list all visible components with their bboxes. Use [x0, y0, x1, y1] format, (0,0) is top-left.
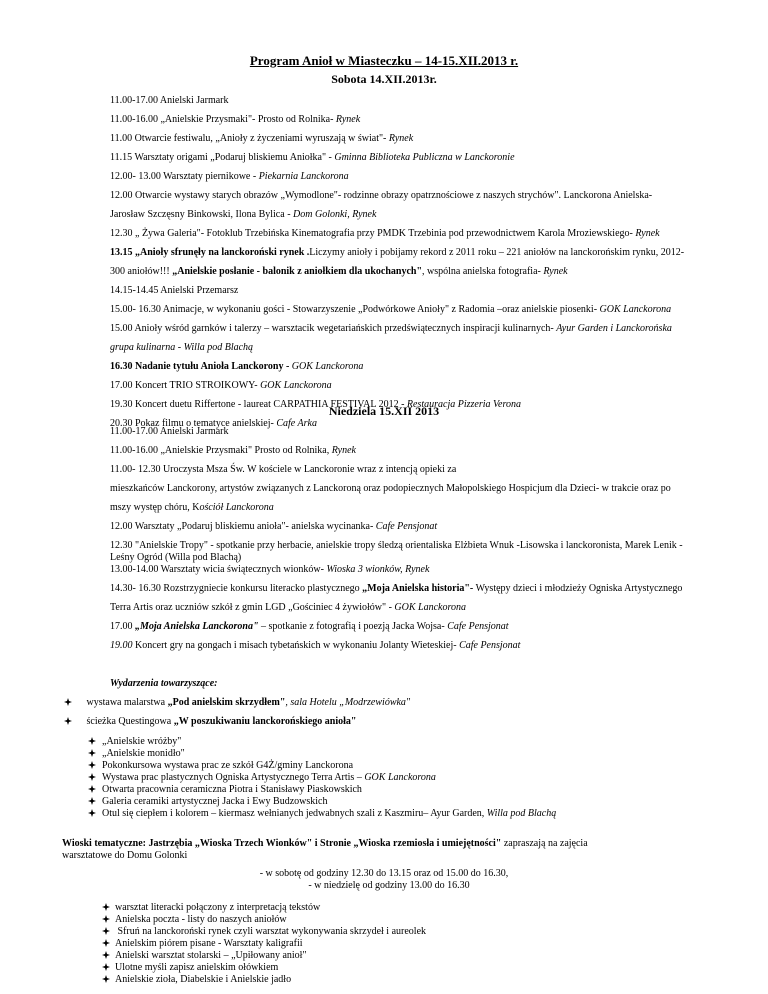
events-bullet: wystawa malarstwa „Pod anielskim skrzydłem", sala Hotelu „Modrzewiówka"	[64, 697, 410, 709]
sun-item: Terra Artis oraz uczniów szkół z gmin LGD „Gościniec 4 żywiołów" - GOK Lanckorona	[110, 602, 466, 613]
diamond-bullet-icon	[88, 737, 96, 745]
sun-item: 11.00- 12.30 Uroczysta Msza Św. W kościele w Lanckoronie wraz z intencją opieki za	[110, 464, 457, 475]
villages-line: Wioski tematyczne: Jastrzębia „Wioska Trzech Wionków" i Stronie „Wioska rzemiosła i umiejętności" zapraszają na zajęcia	[62, 838, 588, 849]
quest-item: Pokonkursowa wystawa prac ze szkół G4Ż/gminy Lanckorona	[88, 760, 353, 772]
sat-item: 16.30 Nadanie tytułu Anioła Lanckorony - GOK Lanckorona	[110, 361, 364, 372]
villages-time: - w niedzielę od godziny 13.00 do 16.30	[308, 880, 470, 891]
quest-item: Otul się ciepłem i kolorem – kiermasz wełnianych jedwabnych szali z Kaszmiru– Ayur Garden, Willa pod Blachą	[88, 808, 556, 820]
villages-time: - w sobotę od godziny 12.30 do 13.15 oraz od 15.00 do 16.30,	[259, 868, 509, 879]
sat-item: 20.30 Pokaz filmu o tematyce anielskiej- Cafe Arka	[110, 418, 317, 429]
diamond-bullet-icon	[88, 773, 96, 781]
quest-item: „Anielskie wróżby"	[88, 736, 181, 748]
sun-item: 14.30- 16.30 Rozstrzygniecie konkursu literacko plastycznego „Moja Anielska historia"- Występy dzieci i młodzieży Ogniska Artystycznego	[110, 583, 683, 594]
diamond-bullet-icon	[88, 761, 96, 769]
workshop-item: Anielski warsztat stolarski – „Upiłowany anioł"	[102, 950, 307, 962]
sun-item: 11.00-17.00 Anielski Jarmark	[110, 426, 229, 437]
sun-item: 11.00-16.00 „Anielskie Przysmaki" Prosto od Rolnika, Rynek	[110, 445, 356, 456]
sat-item: 12.00- 13.00 Warsztaty piernikowe - Piekarnia Lanckorona	[110, 171, 349, 182]
sun-item: 13.00-14.00 Warsztaty wicia świątecznych wionków- Wioska 3 wionków, Rynek	[110, 564, 430, 575]
workshop-item: warsztat literacki połączony z interpretacją tekstów	[102, 902, 320, 914]
quest-item: Galeria ceramiki artystycznej Jacka i Ewy Budzowskich	[88, 796, 327, 808]
diamond-bullet-icon	[64, 698, 72, 706]
sat-item: 12.00 Otwarcie wystawy starych obrazów „Wymodlone"- rodzinne obrazy opatrznościowe z naszych strychów". Lanckorona Anielska-	[110, 190, 653, 201]
sat-item: grupa kulinarna - Willa pod Blachą	[110, 342, 254, 353]
workshop-item: Anielskie zioła, Diabelskie i Anielskie jadło	[102, 974, 291, 986]
sun-item: mszy występ chóru, Kościół Lanckorona	[110, 502, 274, 513]
quest-item: „Anielskie monidło"	[88, 748, 185, 760]
sat-item: 12.30 „ Żywa Galeria"- Fotoklub Trzebińska Kinematografia przy PMDK Trzebinia pod przewodnictwem Karola Mroziewskiego- Rynek	[110, 228, 660, 239]
sat-item: 15.00 Anioły wśród garnków i talerzy – warsztacik wegetariańskich przedświątecznych inspiracji kulinarnych- Ayur Garden i Lanckorońska	[110, 323, 672, 334]
sun-item: 17.00 „Moja Anielska Lanckorona" – spotkanie z fotografią i poezją Jacka Wojsa- Cafe Pensjonat	[110, 621, 509, 632]
sat-item: 11.00 Otwarcie festiwalu, „Anioły z życzeniami wyruszają w świat"- Rynek	[110, 133, 414, 144]
sat-item: 11.00-16.00 „Anielskie Przysmaki"- Prosto od Rolnika- Rynek	[110, 114, 361, 125]
sun-item: Leśny Ogród (Willa pod Blachą)	[110, 552, 242, 563]
diamond-bullet-icon	[102, 951, 110, 959]
page-title: Program Anioł w Miasteczku – 14-15.XII.2013 r.	[249, 53, 519, 68]
saturday-heading: Sobota 14.XII.2013r.	[331, 72, 437, 86]
sunday-heading: Niedziela 15.XII 2013	[328, 404, 440, 418]
sat-item: 13.15 „Anioły sfrunęły na lanckoroński rynek .Liczymy anioły i pobijamy rekord z 2011 roku – 221 aniołów na lanckorońskim rynku, 2012-	[110, 247, 685, 258]
sat-item: 15.00- 16.30 Animacje, w wykonaniu gości - Stowarzyszenie „Podwórkowe Anioły" z Radomia –oraz anielskie piosenki- GOK Lanckorona	[110, 304, 672, 315]
sun-item: 19.00 Koncert gry na gongach i misach tybetańskich w wykonaniu Jolanty Wieteskiej- Cafe Pensjonat	[110, 640, 521, 651]
sun-item: 12.30 "Anielskie Tropy" - spotkanie przy herbacie, anielskie tropy śledzą orientaliska Elżbieta Wnuk -Lisowska i lanckoronista, Marek Lenik -	[110, 540, 683, 551]
quest-item: Wystawa prac plastycznych Ogniska Artystycznego Terra Artis – GOK Lanckorona	[88, 772, 436, 784]
sat-item: 14.15-14.45 Anielski Przemarsz	[110, 285, 239, 296]
workshop-item: Ulotne myśli zapisz anielskim ołówkiem	[102, 962, 278, 974]
workshop-item: Anielskim piórem pisane - Warsztaty kaligrafii	[102, 938, 303, 950]
sat-item: 17.00 Koncert TRIO STROIKOWY- GOK Lanckorona	[110, 380, 332, 391]
sun-item: 12.00 Warsztaty „Podaruj bliskiemu anioła"- anielska wycinanka- Cafe Pensjonat	[110, 521, 438, 532]
events-bullet: ścieżka Questingowa „W poszukiwaniu lanckorońskiego anioła"	[64, 716, 356, 728]
workshop-item: Anielska poczta - listy do naszych aniołów	[102, 914, 287, 926]
diamond-bullet-icon	[88, 809, 96, 817]
sat-item: 300 aniołów!!! „Anielskie posłanie - balonik z aniołkiem dla ukochanych", wspólna anielska fotografia- Rynek	[110, 266, 568, 277]
diamond-bullet-icon	[102, 939, 110, 947]
sun-item: mieszkańców Lanckorony, artystów związanych z Lanckoroną oraz podopiecznych Małopolskiego Hospicjum dla Dzieci- w trakcie oraz po	[110, 483, 671, 494]
sat-item: 11.00-17.00 Anielski Jarmark	[110, 95, 229, 106]
diamond-bullet-icon	[102, 975, 110, 983]
diamond-bullet-icon	[88, 797, 96, 805]
diamond-bullet-icon	[88, 749, 96, 757]
events-heading: Wydarzenia towarzyszące:	[110, 678, 218, 689]
diamond-bullet-icon	[102, 915, 110, 923]
quest-item: Otwarta pracownia ceramiczna Piotra i Stanisławy Piaskowskich	[88, 784, 362, 796]
sat-item: 11.15 Warsztaty origami „Podaruj bliskiemu Aniołka" - Gminna Biblioteka Publiczna w Lanckoronie	[110, 152, 515, 163]
sat-item: Jarosław Szczęsny Binkowski, Ilona Bylica - Dom Golonki, Rynek	[110, 209, 377, 220]
sat-item: 19.30 Koncert duetu Riffertone - laureat CARPATHIA FESTIVAL 2012 - Restauracja Pizzeria Verona	[110, 399, 521, 410]
diamond-bullet-icon	[102, 927, 110, 935]
villages-line: warsztatowe do Domu Golonki	[62, 850, 188, 861]
diamond-bullet-icon	[102, 963, 110, 971]
diamond-bullet-icon	[102, 903, 110, 911]
workshop-item: Sfruń na lanckoroński rynek czyli warsztat wykonywania skrzydeł i aureolek	[102, 926, 426, 938]
diamond-bullet-icon	[88, 785, 96, 793]
diamond-bullet-icon	[64, 717, 72, 725]
